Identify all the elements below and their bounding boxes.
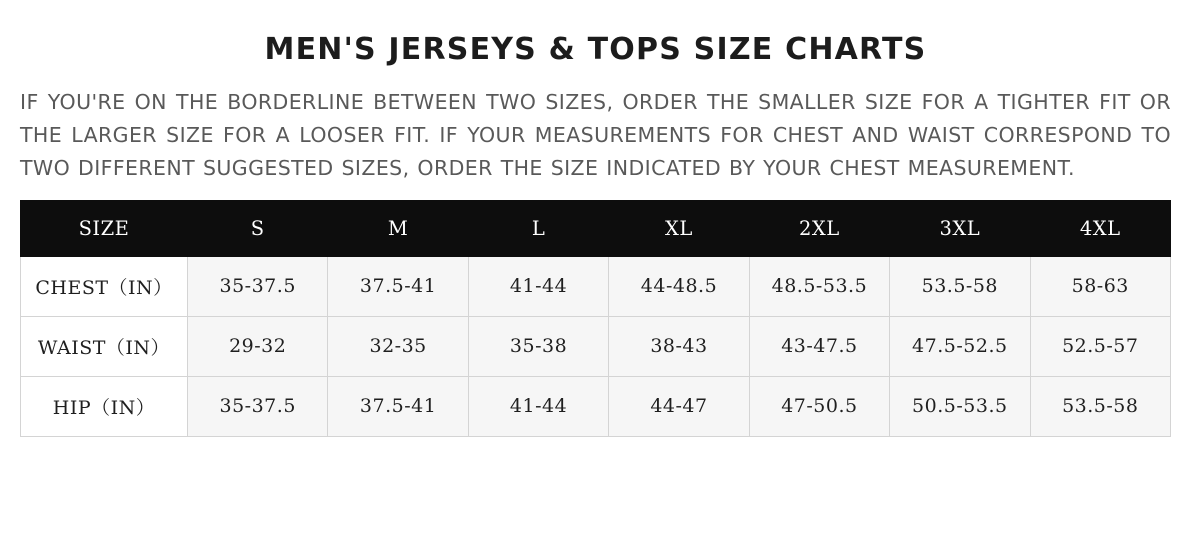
table-row — [21, 256, 1171, 316]
cell-waist-s: 29-32 — [188, 316, 328, 376]
cell-chest-xl: 44-48.5 — [609, 256, 749, 316]
column-header-2xl: 2XL — [749, 200, 889, 256]
cell-hip-2xl: 47-50.5 — [749, 376, 889, 436]
column-header-3xl: 3XL — [890, 200, 1030, 256]
cell-waist-l: 35-38 — [468, 316, 608, 376]
column-header-l: L — [468, 200, 608, 256]
size-chart-table-wrapper — [20, 200, 1171, 437]
cell-hip-m: 37.5-41 — [328, 376, 468, 436]
cell-hip-xl: 44-47 — [609, 376, 749, 436]
column-header-s: S — [188, 200, 328, 256]
table-row — [21, 376, 1171, 436]
size-chart-table — [20, 200, 1171, 437]
cell-waist-4xl: 52.5-57 — [1030, 316, 1170, 376]
cell-chest-2xl: 48.5-53.5 — [749, 256, 889, 316]
row-header-chest: CHEST（IN） — [21, 256, 188, 316]
column-header-size: SIZE — [21, 200, 188, 256]
size-chart-table-body — [21, 256, 1171, 436]
sizing-instructions: IF YOU'RE ON THE BORDERLINE BETWEEN TWO SIZES, ORDER THE SMALLER SIZE FOR A TIGHTER FIT OR THE LARGER SIZE FOR A LOOSER FIT. IF YOUR MEASUREMENTS FOR CHEST AND WAIST CORRESPOND TO TWO DIFFERENT SUGGESTED SIZES, ORDER THE SIZE INDICATED BY YOUR CHEST MEASUREMENT. — [20, 90, 1171, 181]
table-row — [21, 316, 1171, 376]
size-chart-page — [0, 32, 1191, 542]
cell-hip-l: 41-44 — [468, 376, 608, 436]
column-header-xl: XL — [609, 200, 749, 256]
cell-chest-3xl: 53.5-58 — [890, 256, 1030, 316]
cell-chest-4xl: 58-63 — [1030, 256, 1170, 316]
cell-waist-2xl: 43-47.5 — [749, 316, 889, 376]
column-header-m: M — [328, 200, 468, 256]
column-header-4xl: 4XL — [1030, 200, 1170, 256]
cell-hip-3xl: 50.5-53.5 — [890, 376, 1030, 436]
cell-waist-m: 32-35 — [328, 316, 468, 376]
page-title: MEN'S JERSEYS & TOPS SIZE CHARTS — [264, 32, 927, 67]
cell-hip-s: 35-37.5 — [188, 376, 328, 436]
cell-waist-xl: 38-43 — [609, 316, 749, 376]
size-chart-table-head — [21, 200, 1171, 256]
row-header-hip: HIP（IN） — [21, 376, 188, 436]
cell-hip-4xl: 53.5-58 — [1030, 376, 1170, 436]
cell-chest-l: 41-44 — [468, 256, 608, 316]
cell-waist-3xl: 47.5-52.5 — [890, 316, 1030, 376]
cell-chest-s: 35-37.5 — [188, 256, 328, 316]
cell-chest-m: 37.5-41 — [328, 256, 468, 316]
table-header-row — [21, 200, 1171, 256]
row-header-waist: WAIST（IN） — [21, 316, 188, 376]
